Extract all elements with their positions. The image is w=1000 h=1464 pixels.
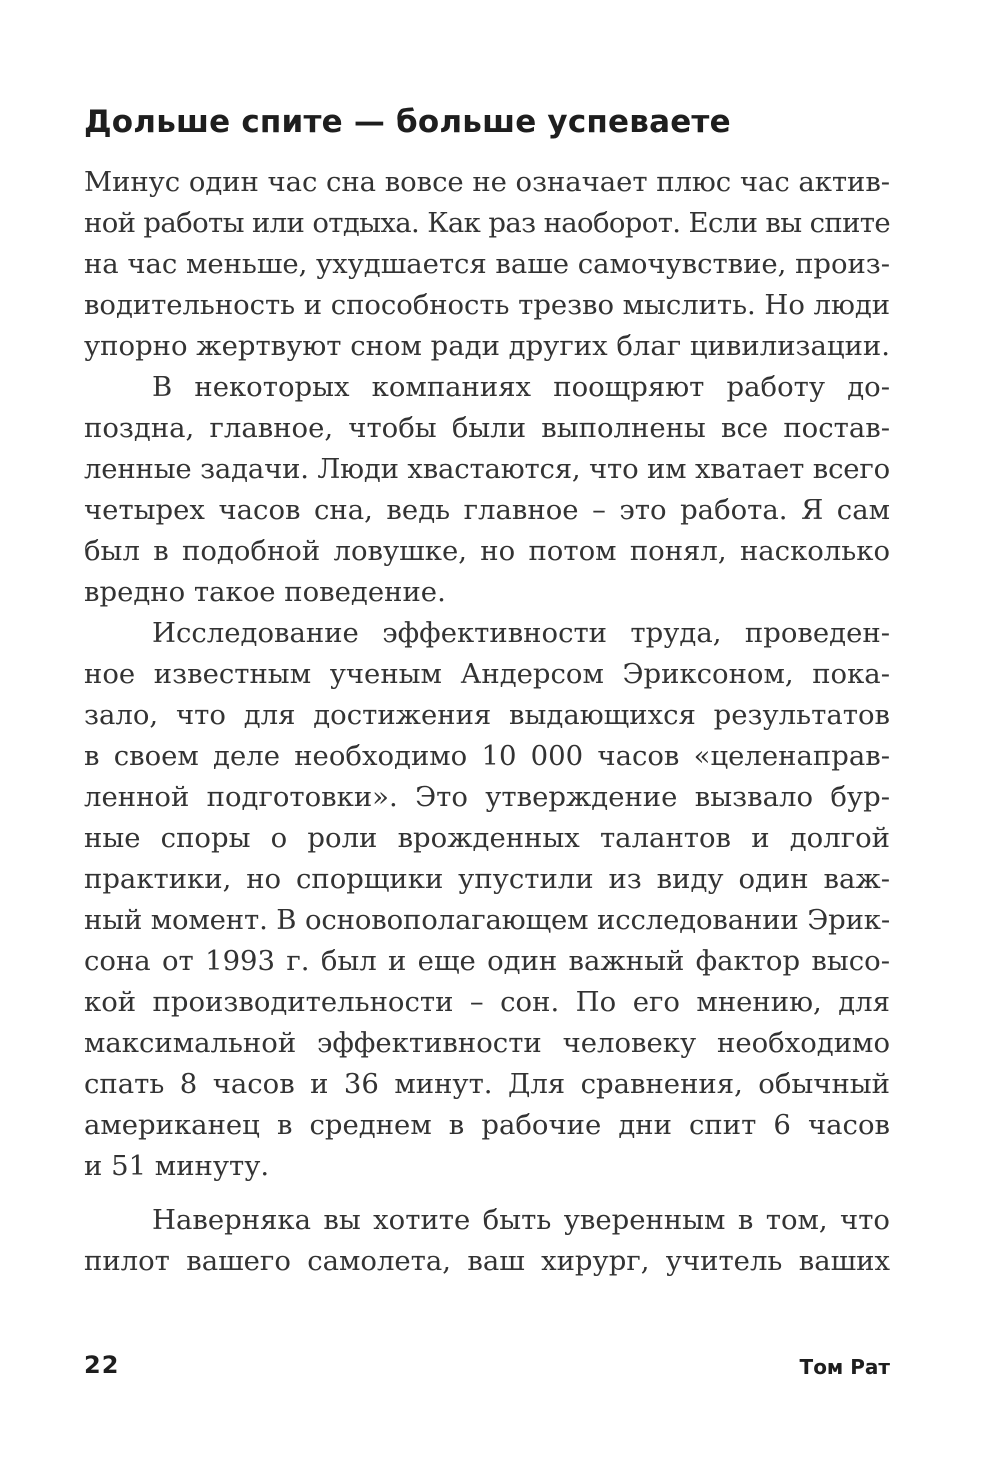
text-line: вредно такое поведение. [84,576,446,608]
text-line: ные споры о роли врожденных талантов и долгой [84,822,890,854]
text-line: Минус один час сна вовсе не означает плюс час актив- [84,166,890,198]
text-line: Наверняка вы хотите быть уверенным в том, что [152,1204,890,1236]
text-line: спать 8 часов и 36 минут. Для сравнения, обычный [84,1068,890,1100]
text-line: максимальной эффективности человеку необходимо [84,1027,890,1059]
text-line: поздна, главное, чтобы были выполнены все постав- [84,412,890,444]
text-line: упорно жертвуют сном ради других благ цивилизации. [84,330,890,362]
text-line: на час меньше, ухудшается ваше самочувствие, произ- [84,248,890,280]
text-line: водительность и способность трезво мыслить. Но люди [84,289,890,321]
paragraph-4 [84,1200,890,1282]
text-line: был в подобной ловушке, но потом понял, насколько [84,535,890,567]
text-line: четырех часов сна, ведь главное – это работа. Я сам [84,494,890,526]
text-line: ное известным ученым Андерсом Эриксоном, пока- [84,658,890,690]
page-number: 22 [84,1351,120,1379]
text-line: ной работы или отдыха. Как раз наоборот. Если вы спите [84,207,890,239]
paragraph-2 [84,367,890,613]
text-line: и 51 минуту. [84,1150,270,1182]
paragraph-3 [84,613,890,1187]
text-line: ленные задачи. Люди хвастаются, что им хватает всего [84,453,890,485]
text-line: Исследование эффективности труда, проведен- [152,617,890,649]
text-line: практики, но спорщики упустили из виду один важ- [84,863,890,895]
running-footer-author: Том Рат [799,1355,890,1379]
text-line: сона от 1993 г. был и еще один важный фактор высо- [84,945,890,977]
text-line: ный момент. В основополагающем исследовании Эрик- [84,904,890,936]
text-line: зало, что для достижения выдающихся результатов [84,699,890,731]
text-line: кой производительности – сон. По его мнению, для [84,986,890,1018]
text-line: ленной подготовки». Это утверждение вызвало бур- [84,781,890,813]
body-text [84,162,890,1282]
text-line: В некоторых компаниях поощряют работу до- [152,371,890,403]
text-line: американец в среднем в рабочие дни спит 6 часов [84,1109,890,1141]
text-line: пилот вашего самолета, ваш хирург, учитель ваших [84,1245,890,1277]
section-heading: Дольше спите — больше успеваете [84,104,731,140]
paragraph-1 [84,162,890,367]
text-line: в своем деле необходимо 10 000 часов «целенаправ- [84,740,890,772]
